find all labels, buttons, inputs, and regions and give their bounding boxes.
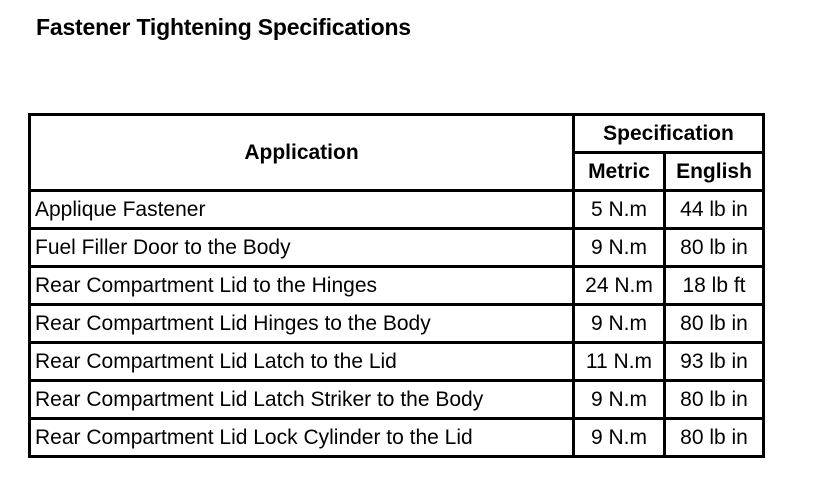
- header-specification: Specification: [574, 115, 764, 153]
- header-application: Application: [30, 115, 574, 191]
- application-cell: Rear Compartment Lid to the Hinges: [30, 267, 574, 305]
- application-cell: Rear Compartment Lid Hinges to the Body: [30, 305, 574, 343]
- metric-cell: 5 N.m: [574, 191, 665, 229]
- english-cell: 18 lb ft: [665, 267, 764, 305]
- english-cell: 93 lb in: [665, 343, 764, 381]
- metric-cell: 24 N.m: [574, 267, 665, 305]
- table-row: [30, 191, 764, 229]
- english-cell: 80 lb in: [665, 381, 764, 419]
- application-cell: Rear Compartment Lid Latch to the Lid: [30, 343, 574, 381]
- metric-cell: 9 N.m: [574, 419, 665, 457]
- table-row: [30, 419, 764, 457]
- application-cell: Fuel Filler Door to the Body: [30, 229, 574, 267]
- table-row: [30, 267, 764, 305]
- application-cell: Rear Compartment Lid Latch Striker to the Body: [30, 381, 574, 419]
- application-cell: Applique Fastener: [30, 191, 574, 229]
- metric-cell: 9 N.m: [574, 229, 665, 267]
- english-cell: 80 lb in: [665, 419, 764, 457]
- english-cell: 44 lb in: [665, 191, 764, 229]
- metric-cell: 9 N.m: [574, 381, 665, 419]
- metric-cell: 11 N.m: [574, 343, 665, 381]
- header-metric: Metric: [574, 153, 665, 191]
- application-cell: Rear Compartment Lid Lock Cylinder to the Lid: [30, 419, 574, 457]
- table-row: [30, 343, 764, 381]
- table-row: [30, 305, 764, 343]
- fastener-spec-table: [28, 113, 765, 458]
- table-row: [30, 229, 764, 267]
- page-title: Fastener Tightening Specifications: [36, 14, 411, 40]
- table-row: [30, 381, 764, 419]
- header-english: English: [665, 153, 764, 191]
- metric-cell: 9 N.m: [574, 305, 665, 343]
- english-cell: 80 lb in: [665, 229, 764, 267]
- english-cell: 80 lb in: [665, 305, 764, 343]
